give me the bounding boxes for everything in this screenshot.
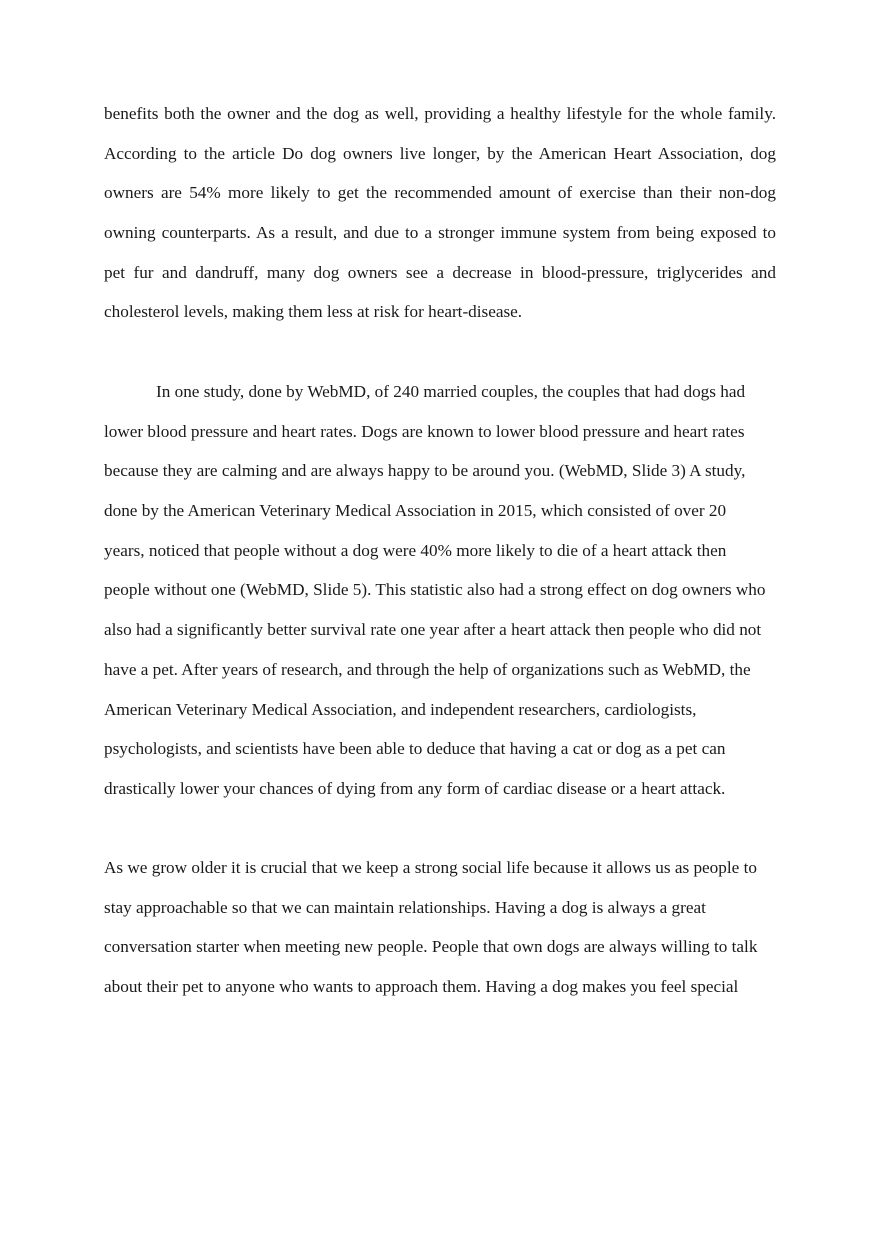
text-line: owners are 54% more likely to get the recommended amount of exercise than their non-dog [104, 183, 776, 203]
text-line: people without one (WebMD, Slide 5). This statistic also had a strong effect on dog owners who [104, 580, 766, 600]
text-line: have a pet. After years of research, and through the help of organizations such as WebMD, the [104, 659, 751, 679]
paragraph-heart-health-studies [104, 372, 776, 809]
text-line: American Veterinary Medical Association, and independent researchers, cardiologists, [104, 699, 697, 719]
text-line: pet fur and dandruff, many dog owners see a decrease in blood-pressure, triglycerides and [104, 262, 776, 282]
text-line: lower blood pressure and heart rates. Dogs are known to lower blood pressure and heart rates [104, 421, 745, 441]
text-line: conversation starter when meeting new people. People that own dogs are always willing to talk [104, 937, 758, 957]
text-line: because they are calming and are always happy to be around you. (WebMD, Slide 3) A study, [104, 461, 746, 481]
text-line: psychologists, and scientists have been able to deduce that having a cat or dog as a pet can [104, 739, 726, 759]
text-line: As we grow older it is crucial that we keep a strong social life because it allows us as people to [104, 858, 757, 877]
text-line: owning counterparts. As a result, and due to a stronger immune system from being exposed to [104, 223, 776, 243]
paragraph-exercise-benefits [104, 94, 776, 332]
text-line-indented: In one study, done by WebMD, of 240 married couples, the couples that had dogs had [156, 382, 746, 401]
text-line: According to the article Do dog owners live longer, by the American Heart Association, dog [104, 143, 776, 163]
text-line: about their pet to anyone who wants to approach them. Having a dog makes you feel special [104, 977, 739, 997]
text-line: cholesterol levels, making them less at risk for heart-disease. [104, 302, 523, 322]
text-line: benefits both the owner and the dog as well, providing a healthy lifestyle for the whole family. [104, 104, 776, 123]
text-line: years, noticed that people without a dog were 40% more likely to die of a heart attack then [104, 540, 727, 560]
paragraph-social-life [104, 848, 776, 1007]
text-line: also had a significantly better survival rate one year after a heart attack then people who did not [104, 620, 762, 640]
text-line: done by the American Veterinary Medical Association in 2015, which consisted of over 20 [104, 501, 727, 521]
text-line: drastically lower your chances of dying from any form of cardiac disease or a heart attack. [104, 778, 726, 798]
text-line: stay approachable so that we can maintain relationships. Having a dog is always a great [104, 897, 706, 917]
